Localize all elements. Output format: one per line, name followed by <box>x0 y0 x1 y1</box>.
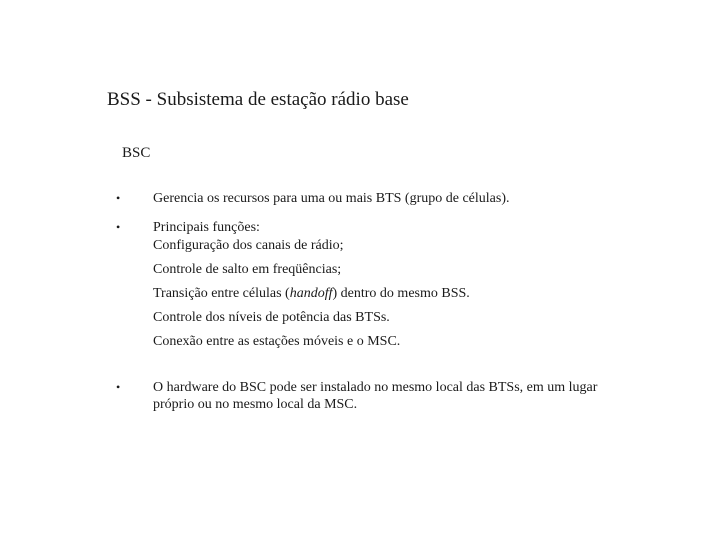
bullet-marker: • <box>116 380 121 394</box>
function-item-text: ) dentro do mesmo BSS. <box>332 286 470 301</box>
bullet-marker: • <box>116 220 121 234</box>
function-item <box>153 286 470 302</box>
bullet-text: Gerencia os recursos para uma ou mais BTS (grupo de células). <box>153 191 510 206</box>
function-item: Controle dos níveis de potência das BTSs. <box>153 310 390 325</box>
bullet-text: Principais funções: <box>153 220 260 235</box>
function-item-emphasis: handoff <box>289 286 333 301</box>
section-heading: BSC <box>122 145 151 161</box>
bullet-text: O hardware do BSC pode ser instalado no mesmo local das BTSs, em um lugar <box>153 380 598 395</box>
slide-title: BSS - Subsistema de estação rádio base <box>107 89 409 110</box>
function-item: Configuração dos canais de rádio; <box>153 238 344 253</box>
bullet-text-continuation: próprio ou no mesmo local da MSC. <box>153 397 358 412</box>
function-item: Conexão entre as estações móveis e o MSC. <box>153 334 401 349</box>
function-item-text: Transição entre células ( <box>153 286 290 301</box>
bullet-marker: • <box>116 191 121 205</box>
function-item: Controle de salto em freqüências; <box>153 262 342 277</box>
